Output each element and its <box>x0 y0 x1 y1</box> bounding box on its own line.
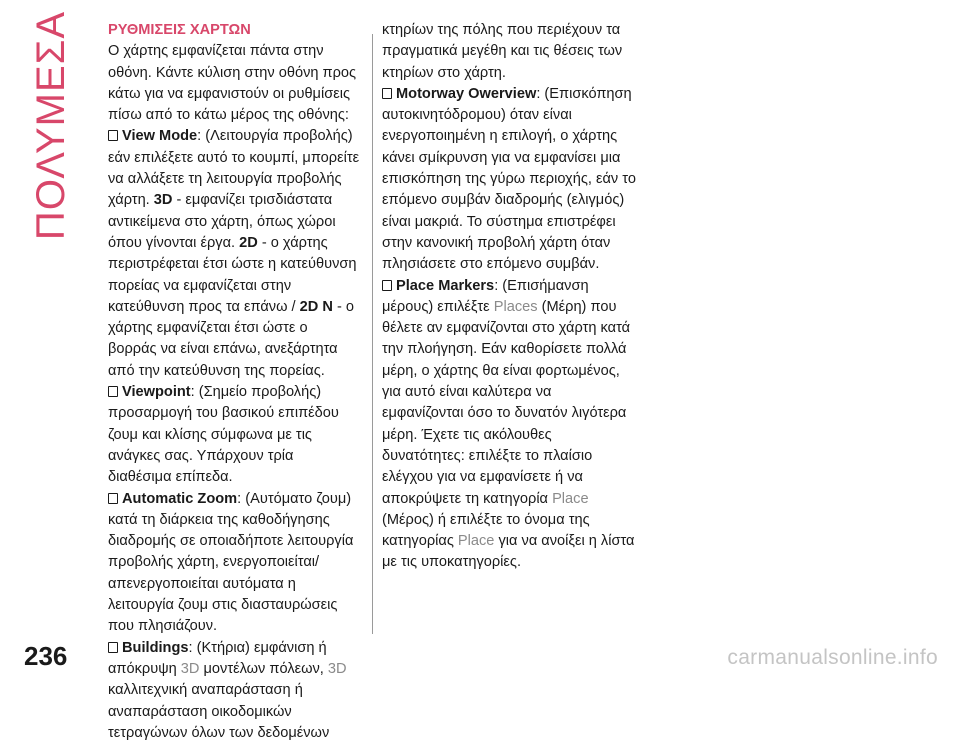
text-line: απενεργοποιείται αυτόματα η <box>108 575 296 592</box>
text-line: εάν επιλέξετε αυτό το κουμπί, μπορείτε <box>108 149 360 166</box>
text-line <box>108 382 366 403</box>
option-description: : (Αυτόματο ζουμ) <box>237 490 352 507</box>
text-line: να αλλάξετε τη λειτουργία προβολής <box>108 171 342 188</box>
section-side-tab <box>22 10 82 240</box>
text-run: - εμφανίζει τρισδιάστατα <box>172 192 333 209</box>
section-heading: ΡΥΘΜΙΣΕΙΣ ΧΑΡΤΩΝ <box>108 22 251 38</box>
text-line: τετραγώνων όλων των δεδομένων <box>108 724 330 741</box>
text-line: κάτω για να εμφανιστούν οι ρυθμίσεις <box>108 85 351 102</box>
bold-term: 3D <box>153 192 173 209</box>
text-line: που πλησιάζουν. <box>108 618 218 635</box>
bold-term: 2D <box>239 234 258 251</box>
right-text-column <box>382 20 642 574</box>
text-line: πραγματικά μεγέθη και τις θέσεις των <box>382 43 623 60</box>
text-line: περιστρέφεται έτσι ώστε η κατεύθυνση <box>108 256 357 273</box>
left-text-column <box>108 20 366 744</box>
text-line: κτηρίων στο χάρτη. <box>382 64 506 81</box>
text-line <box>382 84 642 105</box>
text-line <box>108 489 366 510</box>
option-description: : (Επισήμανση <box>494 277 589 294</box>
text-line: ενεργοποιημένη η επιλογή, ο χάρτης <box>382 128 618 145</box>
text-run: μέρους) επιλέξτε <box>382 298 494 315</box>
text-line: κτηρίων της πόλης που περιέχουν τα <box>382 22 621 38</box>
text-line: πλησιάσετε στο επόμενο συμβάν. <box>382 256 600 273</box>
text-run: όπου γίνονται έργα. <box>108 234 240 251</box>
text-line: μέρη, ο χάρτης θα είναι φορτωμένος, <box>382 362 620 379</box>
text-line: ανάγκες σας. Υπάρχουν τρία <box>108 447 294 464</box>
text-line <box>108 659 366 680</box>
option-name: Viewpoint <box>122 384 191 401</box>
text-line: προσαρμογή του βασικού επιπέδου <box>108 405 339 422</box>
text-line: στην κανονική προβολή χάρτη όταν <box>382 234 611 251</box>
option-name: Automatic Zoom <box>122 490 238 507</box>
text-run: (Μέρη) που <box>537 298 617 315</box>
text-run: μοντέλων πόλεων, <box>199 660 328 677</box>
text-line <box>108 190 366 211</box>
text-line: αυτοκινητόδρομου) όταν είναι <box>382 107 572 124</box>
text-line: προβολής χάρτη, ενεργοποιείται/ <box>108 554 320 571</box>
checkbox-bullet-icon <box>108 130 118 141</box>
text-line: διαθέσιμα επίπεδα. <box>108 469 233 486</box>
text-line <box>108 297 366 318</box>
option-name: View Mode <box>122 128 198 145</box>
option-description: : (Λειτουργία προβολής) <box>197 128 353 145</box>
text-line: με τις υποκατηγορίες. <box>382 554 522 571</box>
text-line <box>108 233 366 254</box>
text-run: απόκρυψη <box>108 660 181 677</box>
text-run: - ο <box>332 298 355 315</box>
text-line <box>382 297 642 318</box>
option-description: : (Επισκόπηση <box>536 85 632 102</box>
text-line: αντικείμενα στο χάρτη, όπως χώροι <box>108 213 336 230</box>
option-name: Motorway Owerview <box>396 85 537 102</box>
ui-term: Place <box>457 533 495 550</box>
section-side-tab-label: ΠΟΛΥΜΕΣΑ <box>29 10 74 240</box>
text-line: χάρτης εμφανίζεται έτσι ώστε ο <box>108 320 308 337</box>
ui-term: 3D <box>327 660 347 677</box>
text-line: είναι μακριά. Το σύστημα επιστρέφει <box>382 213 616 230</box>
text-line: επισκόπηση της γύρω περιοχής, εάν το <box>382 171 636 188</box>
text-line: αναπαράσταση οικοδομικών <box>108 703 292 720</box>
checkbox-bullet-icon <box>108 493 118 504</box>
text-line: βορράς να είναι επάνω, ανεξάρτητα <box>108 341 338 358</box>
text-run: αποκρύψετε τη κατηγορία <box>382 490 553 507</box>
text-run: για να ανοίξει η λίστα <box>494 533 635 550</box>
checkbox-bullet-icon <box>382 88 392 99</box>
text-line: ζουμ και κλίσης σύμφωνα με τις <box>108 426 312 443</box>
text-line: ελέγχου για να εμφανίσετε ή να <box>382 469 583 486</box>
option-name: Buildings <box>122 639 189 656</box>
checkbox-bullet-icon <box>108 386 118 397</box>
checkbox-bullet-icon <box>382 280 392 291</box>
text-line: λειτουργία ζουμ στις διασταυρώσεις <box>108 597 338 614</box>
bold-term: 2D N <box>299 298 333 315</box>
text-line: διαδρομής σε οποιαδήποτε λειτουργία <box>108 533 354 550</box>
text-line: πορείας να εμφανίζεται στην <box>108 277 292 294</box>
text-line <box>108 126 366 147</box>
text-run: - ο χάρτης <box>257 234 328 251</box>
text-line: πίσω από το κάτω μέρος της οθόνης: <box>108 107 349 124</box>
text-line: (Μέρος) ή επιλέξτε το όνομα της <box>382 511 590 528</box>
watermark: carmanualsonline.info <box>727 646 938 669</box>
text-line: κάνει σμίκρυνση για να εμφανίσει μια <box>382 149 621 166</box>
text-run: χάρτη. <box>108 192 154 209</box>
left-body-text <box>108 41 366 744</box>
text-line: για αυτό είναι καλύτερα να <box>382 384 552 401</box>
option-name: Place Markers <box>396 277 495 294</box>
option-description: : (Σημείο προβολής) <box>190 384 322 401</box>
page-number: 236 <box>24 641 68 671</box>
ui-term: Places <box>493 298 538 315</box>
text-line: καλλιτεχνική αναπαράσταση ή <box>108 682 303 699</box>
text-line: μέρη. Έχετε τις ακόλουθες <box>382 426 552 443</box>
option-description: : (Κτήρια) εμφάνιση ή <box>188 639 327 656</box>
text-run: κατηγορίας <box>382 533 458 550</box>
text-line: θέλετε αν εμφανίζονται στο χάρτη κατά <box>382 320 631 337</box>
column-divider <box>372 34 373 634</box>
right-body-text <box>382 20 642 574</box>
text-run: κατεύθυνση προς τα επάνω / <box>108 298 300 315</box>
text-line: κατά τη διάρκεια της καθοδήγησης <box>108 511 330 528</box>
text-line: δυνατότητες: επιλέξτε το πλαίσιο <box>382 447 593 464</box>
text-line: εμφανίζονται όσο το δυνατόν λιγότερα <box>382 405 627 422</box>
text-line <box>382 276 642 297</box>
text-line: οθόνη. Κάντε κύλιση στην οθόνη προς <box>108 64 357 81</box>
text-line: την πλοήγηση. Εάν καθορίσετε πολλά <box>382 341 627 358</box>
ui-term: 3D <box>180 660 200 677</box>
text-line <box>382 531 642 552</box>
text-line: Ο χάρτης εμφανίζεται πάντα στην <box>108 43 324 60</box>
ui-term: Place <box>552 490 589 507</box>
text-line <box>382 489 642 510</box>
checkbox-bullet-icon <box>108 642 118 653</box>
text-line: από την κατεύθυνση της πορείας. <box>108 362 325 379</box>
text-line: επόμενο συμβάν διαδρομής (ελιγμός) <box>382 192 625 209</box>
text-line <box>108 638 366 659</box>
